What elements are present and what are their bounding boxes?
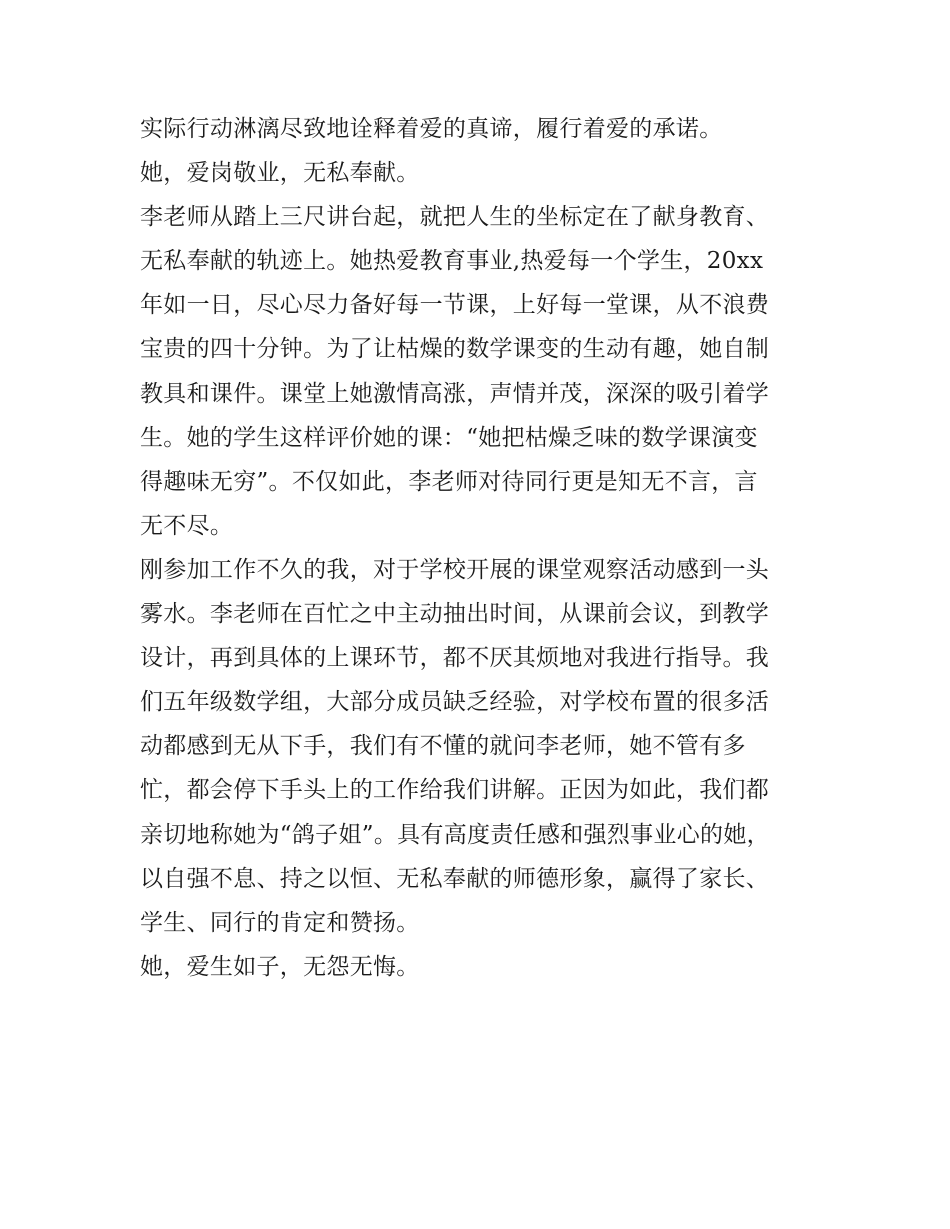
text-line: 忙，都会停下手头上的工作给我们讲解。正因为如此，我们都 — [140, 777, 770, 804]
text-line: 雾水。李老师在百忙之中主动抽出时间，从课前会议，到教学 — [140, 601, 770, 628]
text-line: 动都感到无从下手，我们有不懂的就问李老师，她不管有多 — [140, 733, 746, 760]
text-line: 教具和课件。课堂上她激情高涨，声情并茂，深深的吸引着学 — [140, 380, 770, 407]
text-line: 亲切地称她为“鸽子姐”。具有高度责任感和强烈事业心的她， — [140, 821, 770, 848]
text-line: 以自强不息、持之以恒、无私奉献的师德形象，赢得了家长、 — [140, 865, 770, 892]
section-heading: 她，爱生如子，无怨无悔。 — [140, 953, 420, 980]
text-line: 生。她的学生这样评价她的课：“她把枯燥乏味的数学课演变 — [140, 424, 758, 451]
text-line: 无私奉献的轨迹上。她热爱教育事业,热爱每一个学生，20xx — [140, 248, 764, 275]
text-line: 宝贵的四十分钟。为了让枯燥的数学课变的生动有趣，她自制 — [140, 336, 770, 363]
text-line: 们五年级数学组，大部分成员缺乏经验，对学校布置的很多活 — [140, 689, 770, 716]
section-heading: 她，爱岗敬业，无私奉献。 — [140, 160, 420, 187]
document-body — [140, 107, 820, 989]
text-line: 年如一日，尽心尽力备好每一节课，上好每一堂课，从不浪费 — [140, 292, 770, 319]
text-line: 得趣味无穷”。不仅如此，李老师对待同行更是知无不言，言 — [140, 468, 758, 495]
text-line: 设计，再到具体的上课环节，都不厌其烦地对我进行指导。我 — [140, 645, 770, 672]
text-line: 无不尽。 — [140, 512, 234, 539]
text-line: 学生、同行的肯定和赞扬。 — [140, 909, 420, 936]
text-line: 实际行动淋漓尽致地诠释着爱的真谛，履行着爱的承诺。 — [140, 116, 723, 142]
text-line: 李老师从踏上三尺讲台起，就把人生的坐标定在了献身教育、 — [140, 204, 770, 231]
text-line: 刚参加工作不久的我，对于学校开展的课堂观察活动感到一头 — [140, 556, 770, 583]
